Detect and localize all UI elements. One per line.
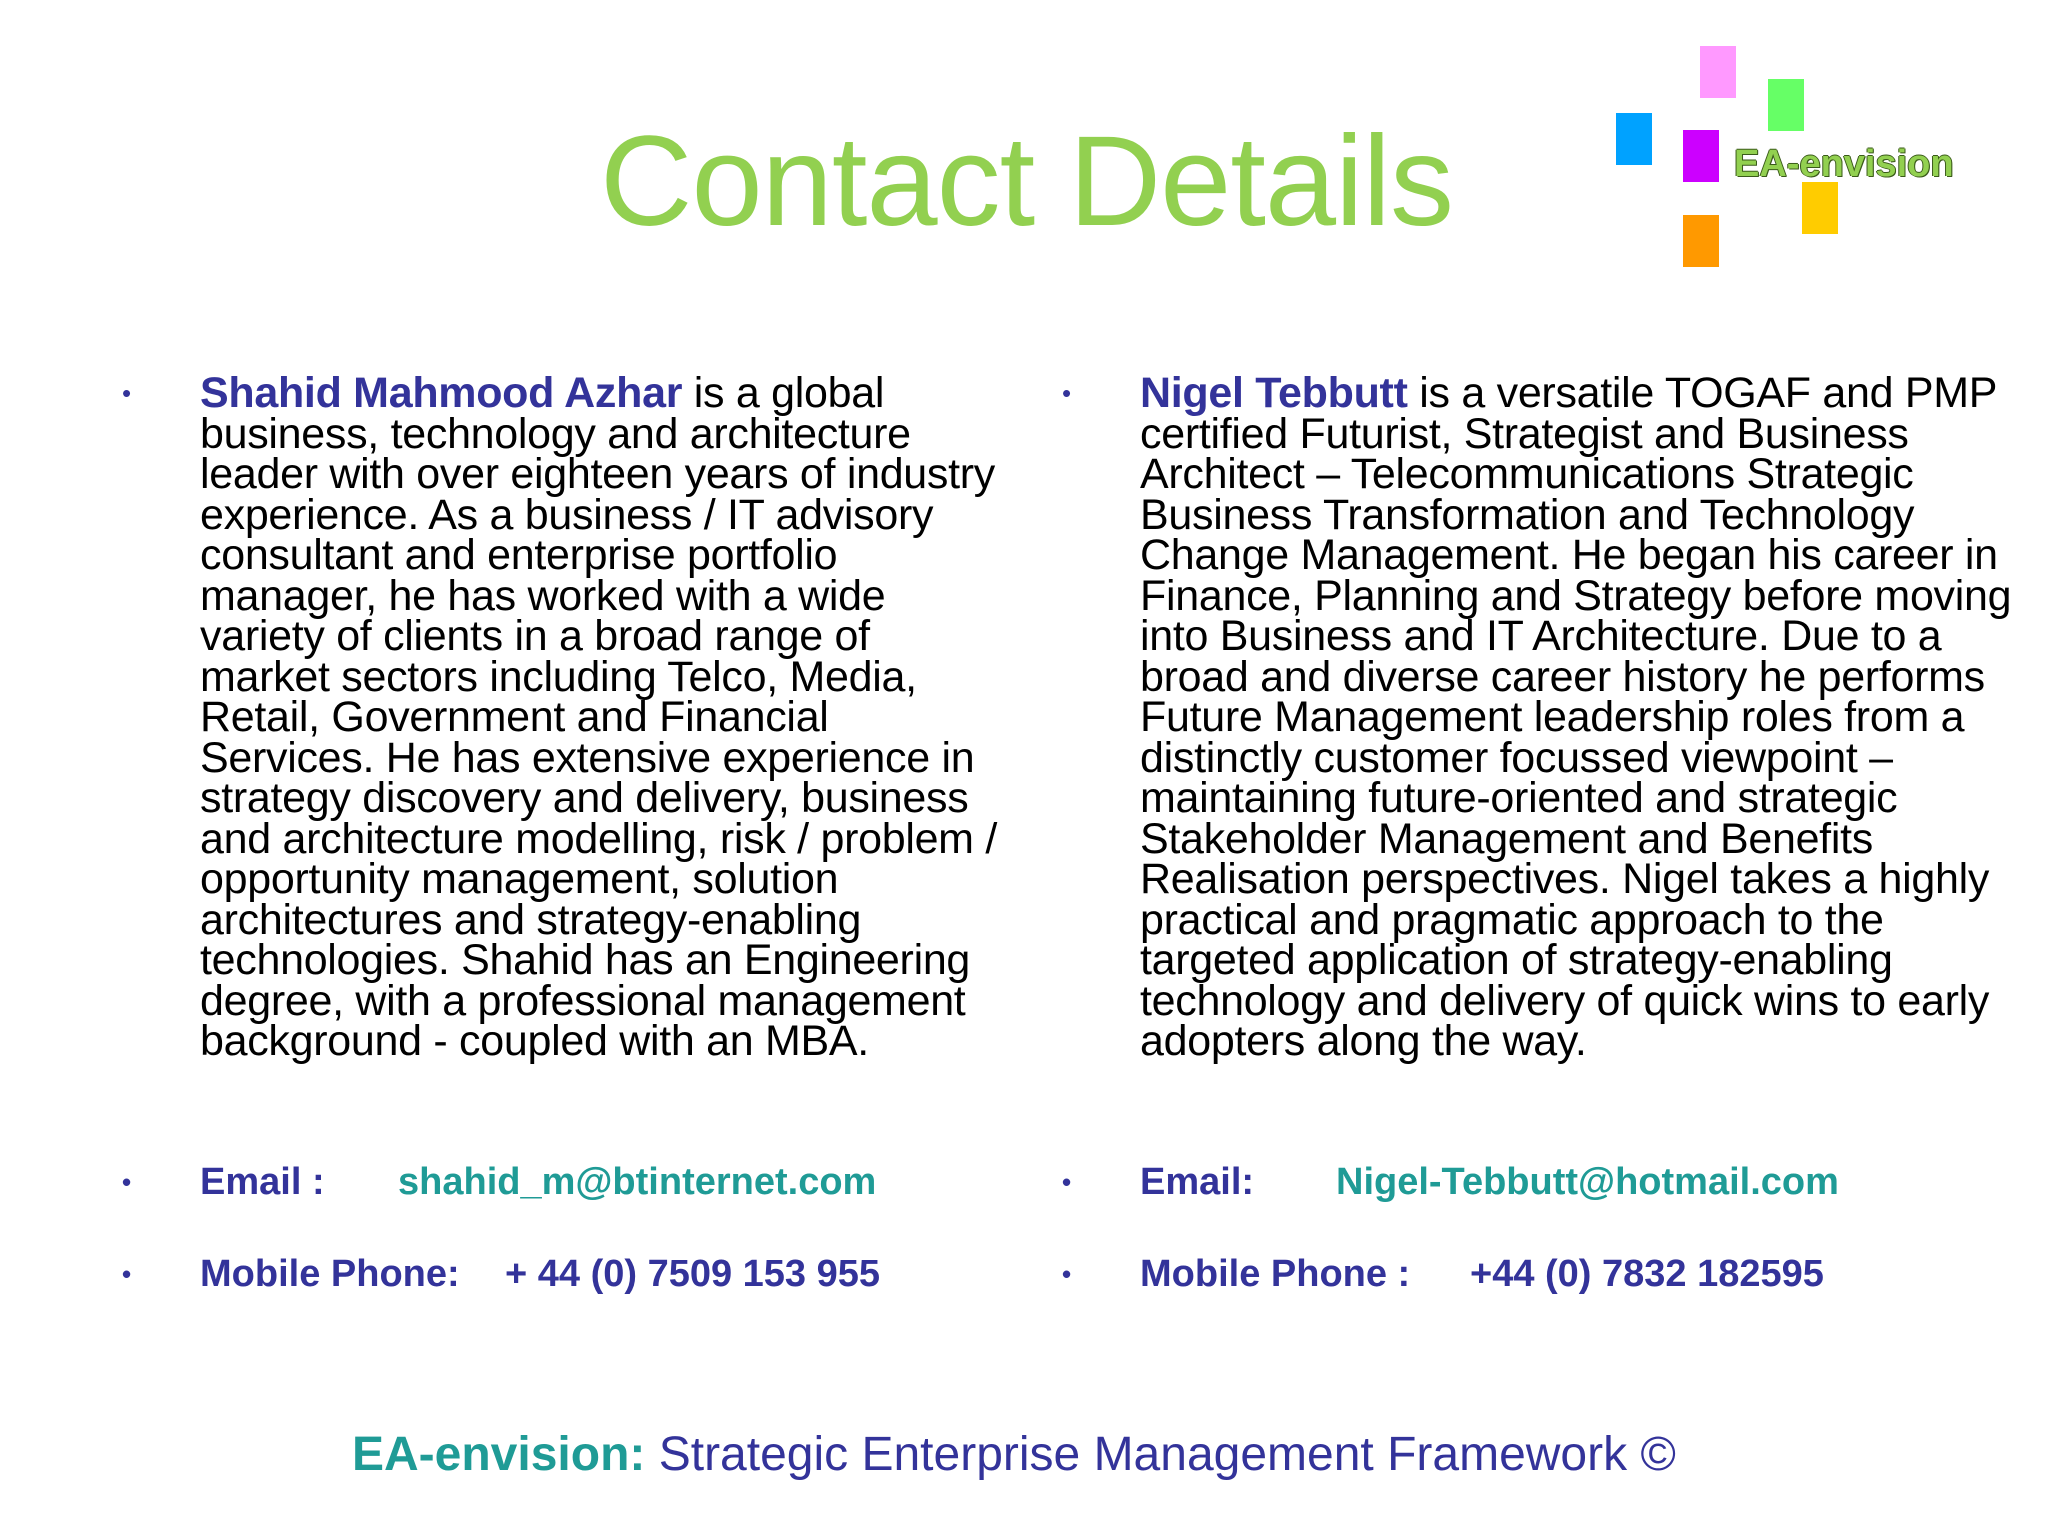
email-row-nigel — [1062, 1163, 1839, 1201]
person-name: Nigel Tebbutt — [1140, 369, 1408, 417]
email-row-shahid — [122, 1163, 876, 1201]
phone-number: +44 (0) 7832 182595 — [1470, 1253, 1824, 1295]
bullet-icon: • — [122, 1167, 132, 1197]
logo-text: EA-envision — [1734, 143, 1954, 185]
bio-body: is a versatile TOGAF and PMP certified Futurist, Strategist and Business Architect – Telecommunications Strategic Business Transformation and Technology Change Management. He began his career in Finance, Planning and Strategy before moving into Business and IT Architecture. Due to a broad and diverse career history he performs Future Management leadership roles from a distinctly customer focussed viewpoint – maintaining future-oriented and strategic Stakeholder Management and Benefits Realisation perspectives. Nigel takes a highly practical and pragmatic approach to the targeted application of strategy-enabling technology and delivery of quick wins to early adopters along the way. — [1140, 369, 2012, 1065]
logo-square-blue — [1616, 113, 1652, 165]
footer-tagline: Strategic Enterprise Management Framework © — [645, 1428, 1676, 1481]
bullet-icon: • — [122, 1259, 132, 1289]
email-link[interactable]: Nigel-Tebbutt@hotmail.com — [1336, 1161, 1839, 1203]
bullet-icon: • — [1062, 378, 1072, 408]
footer — [352, 1428, 1676, 1481]
right-column — [1062, 369, 2022, 1065]
bio-text — [1140, 369, 2022, 1065]
bio-body: is a global business, technology and architecture leader with over eighteen years of industry experience. As a business / IT advisory consultant and enterprise portfolio manager, he has worked with a wide variety of clients in a broad range of market sectors including Telco, Media, Retail, Government and Financial Services. He has extensive experience in strategy discovery and delivery, business and architecture modelling, risk / problem / opportunity management, solution architectures and strategy-enabling technologies. Shahid has an Engineering degree, with a professional management background - coupled with an MBA. — [200, 369, 997, 1065]
logo-square-purple — [1683, 130, 1719, 182]
phone-row-nigel — [1062, 1255, 1824, 1293]
logo-square-pink — [1700, 46, 1736, 98]
bio-text — [200, 369, 1002, 1065]
phone-row-shahid — [122, 1255, 880, 1293]
page-title: Contact Details — [600, 110, 1453, 253]
footer-brand: EA-envision: — [352, 1428, 646, 1481]
logo-square-yellow — [1802, 182, 1838, 234]
bullet-icon: • — [1062, 1259, 1072, 1289]
email-label: Email: — [1140, 1161, 1255, 1203]
email-label: Email : — [200, 1161, 325, 1203]
bio-bullet-nigel — [1062, 369, 2022, 1065]
bullet-icon: • — [122, 378, 132, 408]
phone-label: Mobile Phone: — [200, 1253, 460, 1295]
bio-bullet-shahid — [122, 369, 1002, 1065]
person-name: Shahid Mahmood Azhar — [200, 369, 683, 417]
logo-square-orange — [1683, 215, 1719, 267]
email-link[interactable]: shahid_m@btinternet.com — [398, 1161, 877, 1203]
phone-number: + 44 (0) 7509 153 955 — [505, 1253, 881, 1295]
bullet-icon: • — [1062, 1167, 1072, 1197]
left-column — [122, 369, 1002, 1065]
logo-square-green — [1768, 79, 1804, 131]
phone-label: Mobile Phone : — [1140, 1253, 1411, 1295]
